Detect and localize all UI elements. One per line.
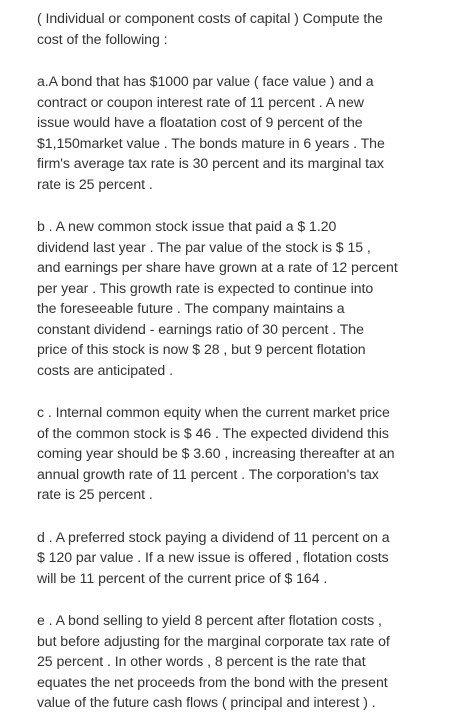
part-c-text: c . Internal common equity when the current market price of the common stock is $ 46 . The expected dividend this coming year should be $ 3.60 , increasing thereafter at an annual growth rate of 11 percent . The corporation's tax rate is 25 percent .	[37, 404, 395, 502]
part-b-text: b . A new common stock issue that paid a $ 1.20 dividend last year . The par value of the stock is $ 15 , and earnings per share have grown at a rate of 12 percent per year . This growth rate is expected to continue into the foreseeable future . The company maintains a constant dividend - earnings ratio of 30 percent . The price of this stock is now $ 28 , but 9 percent flotation costs are anticipated .	[37, 218, 398, 378]
part-a-text: a.A bond that has $1000 par value ( face value ) and a contract or coupon interest rate of 11 percent . A new issue would have a floatation cost of 9 percent of the $1,150market value . The bonds mature in 6 years . The firm's average tax rate is 30 percent and its marginal tax rate is 25 percent .	[37, 73, 385, 192]
part-e-text: e . A bond selling to yield 8 percent after flotation costs , but before adjusting for the marginal corporate tax rate of 25 percent . In other words , 8 percent is the rate that equates the net proceeds from the bond with the present value of the future cash flows ( principal and interest ) .	[37, 612, 390, 710]
part-d-text: d . A preferred stock paying a dividend of 11 percent on a $ 120 par value . If a new issue is offered , flotation costs will be 11 percent of the current price of $ 164 .	[37, 528, 390, 586]
problem-intro: ( Individual or component costs of capital ) Compute the cost of the following :	[37, 10, 383, 47]
